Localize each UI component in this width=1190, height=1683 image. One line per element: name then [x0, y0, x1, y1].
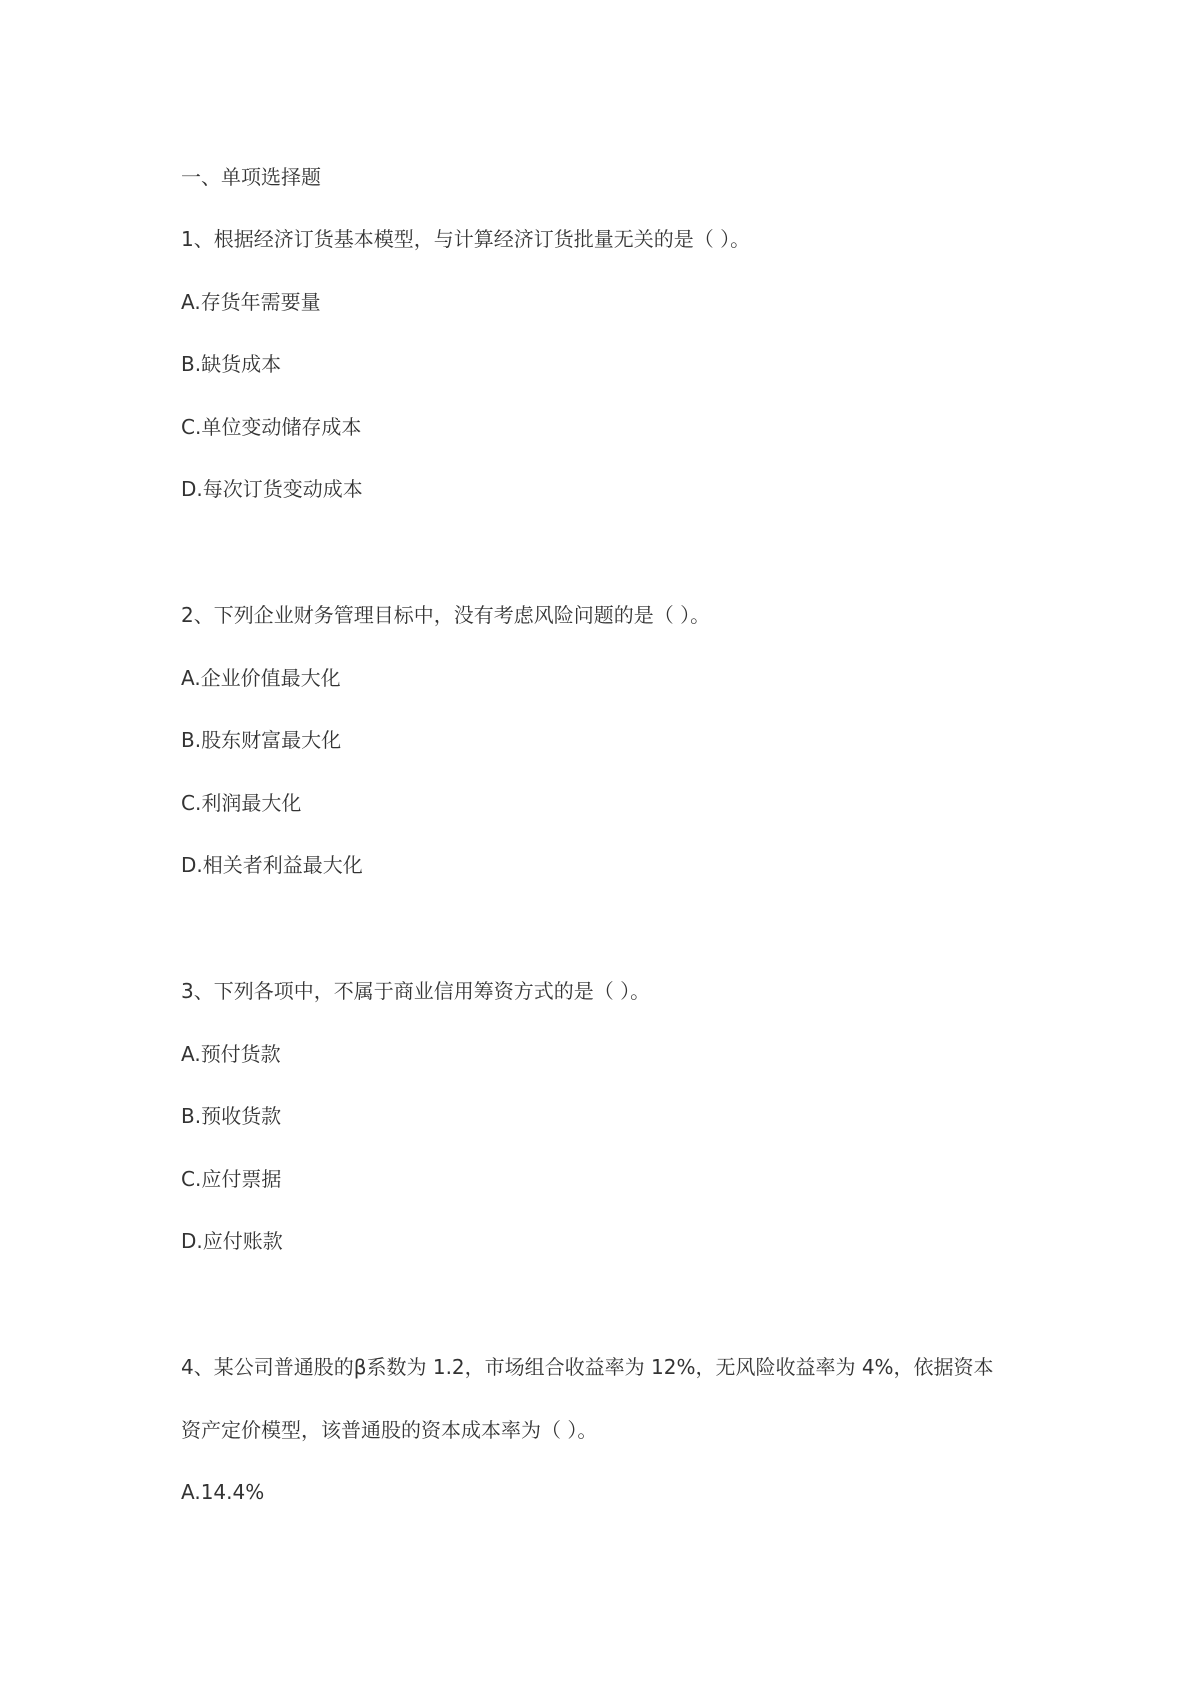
question-3-option-c: C.应付票据 [181, 1167, 282, 1191]
question-1-stem: 1、根据经济订货基本模型，与计算经济订货批量无关的是（ ）。 [181, 227, 751, 251]
question-3-option-b: B.预收货款 [181, 1104, 282, 1128]
question-3-stem: 3、下列各项中，不属于商业信用筹资方式的是（ ）。 [181, 979, 651, 1003]
question-2-option-c: C.利润最大化 [181, 791, 302, 815]
question-2-option-b: B.股东财富最大化 [181, 728, 342, 752]
section-title: 一、单项选择题 [181, 165, 321, 189]
question-1-option-a: A.存货年需要量 [181, 290, 321, 314]
question-3-option-a: A.预付货款 [181, 1042, 281, 1066]
question-2-stem: 2、下列企业财务管理目标中，没有考虑风险问题的是（ ）。 [181, 603, 711, 627]
question-2-option-a: A.企业价值最大化 [181, 666, 341, 690]
question-1-option-d: D.每次订货变动成本 [181, 477, 363, 501]
question-4-stem-line-2: 资产定价模型，该普通股的资本成本率为（ ）。 [181, 1418, 598, 1442]
question-1-option-c: C.单位变动储存成本 [181, 415, 362, 439]
question-1-option-b: B.缺货成本 [181, 352, 282, 376]
question-2-option-d: D.相关者利益最大化 [181, 853, 363, 877]
question-4-option-a: A.14.4% [181, 1480, 265, 1504]
question-4-stem-line-1: 4、某公司普通股的β系数为 1.2，市场组合收益率为 12%，无风险收益率为 4%，依据资本 [181, 1355, 994, 1379]
question-3-option-d: D.应付账款 [181, 1229, 283, 1253]
